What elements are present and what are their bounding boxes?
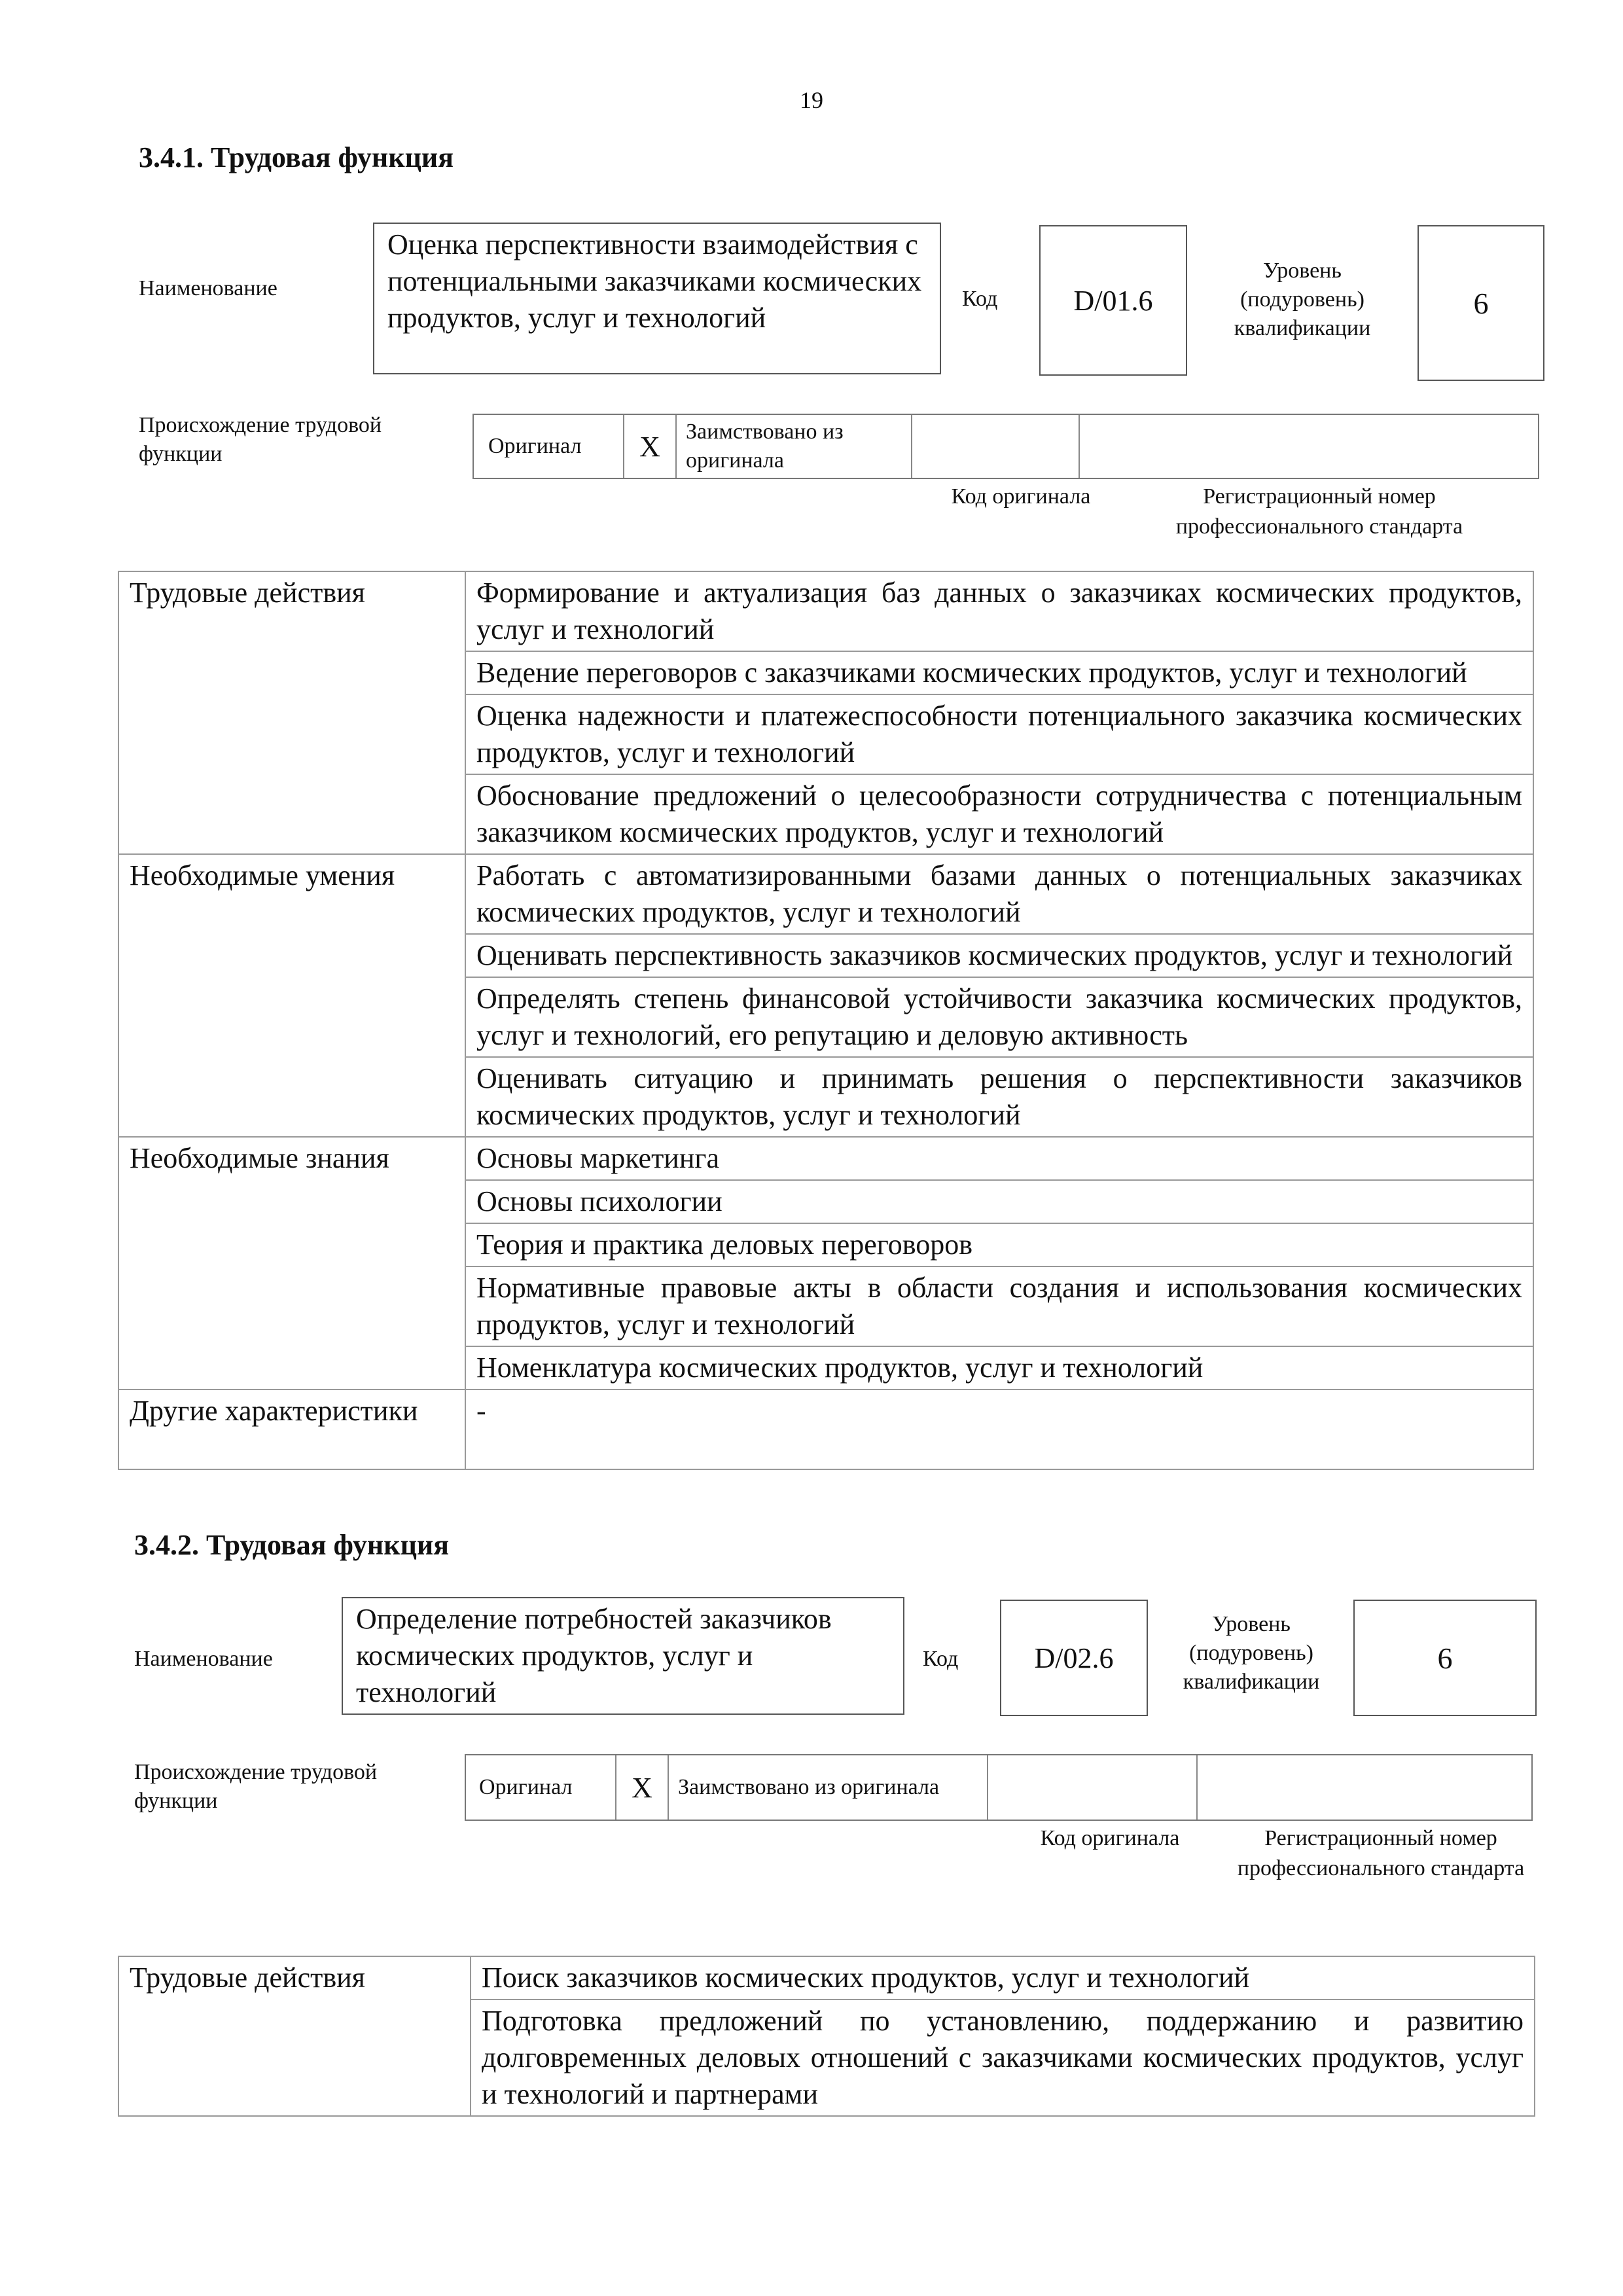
original-label: Оригинал — [474, 415, 624, 478]
name-label: Наименование — [139, 276, 277, 300]
function-table — [118, 1956, 1535, 2117]
item-cell: Нормативные правовые акты в области создания и использования космических продуктов, услуг и технологий — [465, 1266, 1533, 1346]
original-label: Оригинал — [466, 1755, 616, 1820]
reg-number-cell — [1080, 415, 1538, 478]
code-label: Код — [962, 287, 998, 311]
function-table — [118, 571, 1534, 1470]
item-cell: Основы маркетинга — [465, 1137, 1533, 1180]
item-cell: Оценка надежности и платежеспособности потенциального заказчика космических продуктов, услуг и технологий — [465, 694, 1533, 774]
level-value-box: 6 — [1353, 1600, 1537, 1716]
item-cell: Оценивать ситуацию и принимать решения о перспективности заказчиков космических продуктов, услуг и технологий — [465, 1057, 1533, 1137]
function-name-box: Оценка перспективности взаимодействия с потенциальными заказчиками космических продуктов, услуг и технологий — [373, 223, 941, 374]
borrowed-label: Заимствовано из оригинала — [669, 1755, 988, 1820]
reg-number-label: Регистрационный номер профессионального стандарта — [1175, 484, 1463, 539]
item-cell: - — [465, 1390, 1533, 1469]
table-row — [118, 1956, 1535, 2000]
table-row — [118, 1390, 1533, 1469]
item-cell: Подготовка предложений по установлению, поддержанию и развитию долговременных деловых отношений с заказчиками космических продуктов, услуг и технологий и партнерами — [471, 2000, 1535, 2116]
origin-code-cell — [912, 415, 1080, 478]
item-cell: Определять степень финансовой устойчивости заказчика космических продуктов, услуг и технологий, его репутацию и деловую активность — [465, 977, 1533, 1057]
function-code-box: D/02.6 — [1000, 1600, 1148, 1716]
item-cell: Основы психологии — [465, 1180, 1533, 1223]
item-cell: Номенклатура космических продуктов, услуг и технологий — [465, 1346, 1533, 1390]
category-cell: Трудовые действия — [118, 571, 465, 854]
item-cell: Теория и практика деловых переговоров — [465, 1223, 1533, 1266]
table-row — [118, 854, 1533, 934]
original-mark: X — [624, 415, 677, 478]
origin-code-label: Код оригинала — [1040, 1826, 1180, 1850]
item-cell: Ведение переговоров с заказчиками космических продуктов, услуг и технологий — [465, 651, 1533, 694]
reg-number-label: Регистрационный номер профессионального стандарта — [1237, 1826, 1525, 1880]
origin-table — [465, 1754, 1533, 1821]
function-name-box: Определение потребностей заказчиков космических продуктов, услуг и технологий — [342, 1597, 904, 1715]
item-cell: Оценивать перспективность заказчиков космических продуктов, услуг и технологий — [465, 934, 1533, 977]
table-row — [118, 1137, 1533, 1180]
section-title: 3.4.1. Трудовая функция — [139, 141, 454, 173]
category-cell: Необходимые знания — [118, 1137, 465, 1390]
borrowed-label: Заимствовано из оригинала — [677, 415, 912, 478]
code-label: Код — [923, 1647, 959, 1671]
level-label: Уровень (подуровень) квалификации — [1183, 1612, 1320, 1694]
category-cell: Трудовые действия — [118, 1956, 471, 2116]
item-cell: Поиск заказчиков космических продуктов, услуг и технологий — [471, 1956, 1535, 2000]
origin-code-cell — [988, 1755, 1198, 1820]
level-value-box: 6 — [1418, 225, 1544, 381]
reg-number-cell — [1198, 1755, 1531, 1820]
origin-table — [473, 414, 1539, 479]
item-cell: Работать с автоматизированными базами данных о потенциальных заказчиках космических продуктов, услуг и технологий — [465, 854, 1533, 934]
table-row — [118, 571, 1533, 651]
page-number: 19 — [800, 87, 823, 113]
category-cell: Другие характеристики — [118, 1390, 465, 1469]
origin-label: Происхождение трудовой функции — [139, 413, 382, 466]
section-title: 3.4.2. Трудовая функция — [134, 1529, 450, 1561]
origin-code-label: Код оригинала — [951, 484, 1091, 509]
original-mark: X — [616, 1755, 669, 1820]
origin-label: Происхождение трудовой функции — [134, 1760, 378, 1813]
category-cell: Необходимые умения — [118, 854, 465, 1137]
item-cell: Обоснование предложений о целесообразности сотрудничества с потенциальным заказчиком космических продуктов, услуг и технологий — [465, 774, 1533, 854]
name-label: Наименование — [134, 1647, 273, 1671]
function-code-box: D/01.6 — [1039, 225, 1187, 376]
level-label: Уровень (подуровень) квалификации — [1234, 259, 1371, 340]
item-cell: Формирование и актуализация баз данных о заказчиках космических продуктов, услуг и технологий — [465, 571, 1533, 651]
